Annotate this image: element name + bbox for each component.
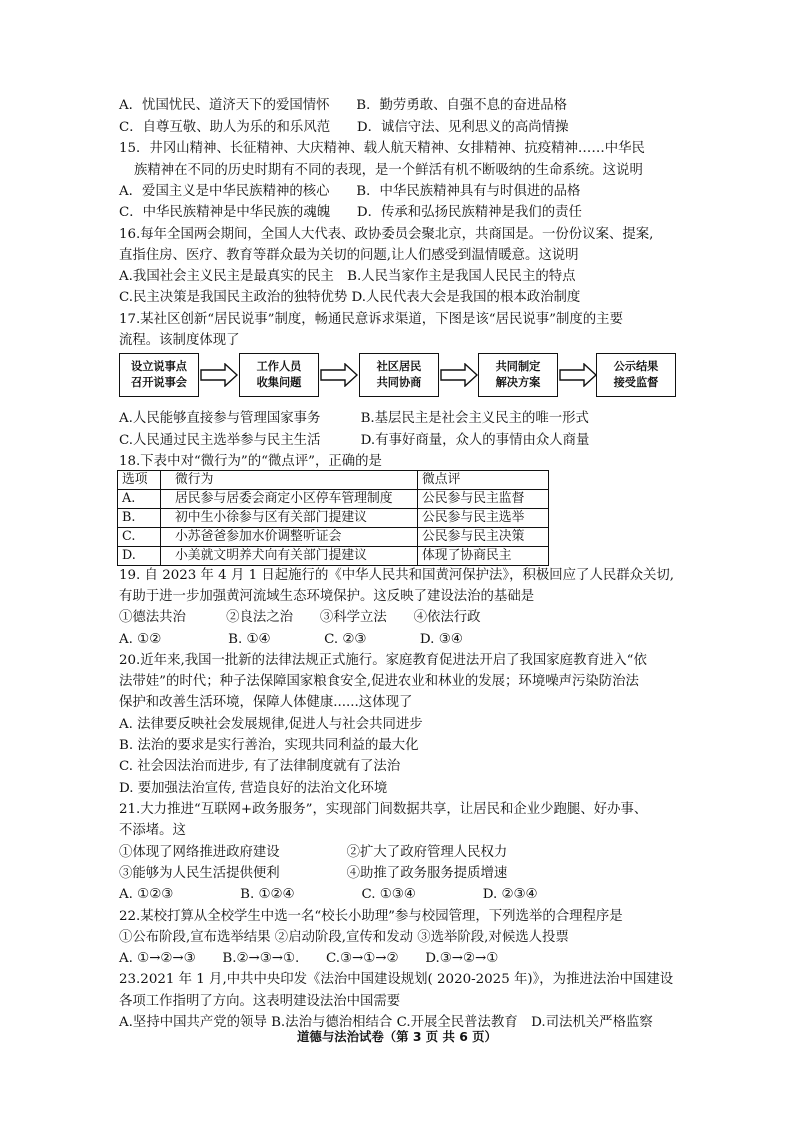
flowchart-step [359,353,439,397]
text-line: 保护和改善生活环境，保障人体健康......这体现了 [119,695,413,710]
text-line: ③能够为人民生活提供便利 ④助推了政务服务提质增速 [119,866,508,881]
text-line: ①体现了网络推进政府建设 ②扩大了政府管理人民权力 [119,845,508,860]
table-cell: 公民参与民主监督 [418,490,549,509]
flowchart-step-line: 工作人员 [256,359,302,373]
behavior-table [117,470,549,566]
table-header-cell: 微行为 [161,471,418,490]
table-header-row [118,471,549,490]
flowchart-step [478,353,558,397]
text-line: C. 社会因法治而进步, 有了法律制度就有了法治 [119,759,401,774]
table-row [118,547,549,566]
text-line: A.坚持中国共产党的领导 B.法治与德治相结合 C.开展全民普法教育 D.司法机关严格监察 [119,1015,653,1030]
flowchart-step [119,353,199,397]
table-cell: C. [118,528,161,547]
flowchart-step-line: 共同协商 [376,376,422,389]
text-line: C．中华民族精神是中华民族的魂魄 D．传承和弘扬民族精神是我们的责任 [119,205,582,220]
text-line: 不添堵。这 [119,823,186,838]
flowchart-step [596,353,676,397]
flowchart-step-line: 设立说事点 [131,359,187,373]
text-line: C.民主决策是我国民主政治的独特优势 D.人民代表大会是我国的根本政治制度 [119,290,581,305]
page-footer: 道德与法治试卷（第 3 页 共 6 页） [297,1029,497,1044]
table-cell: 体现了协商民主 [418,547,549,566]
text-line: 各项工作指明了方向。这表明建设法治中国需要 [119,994,401,1009]
flowchart-step-line: 社区居民 [376,359,422,373]
table-cell: 公民参与民主决策 [418,528,549,547]
table-cell: 公民参与民主选举 [418,509,549,528]
text-line: 21.大力推进“互联网+政务服务”，实现部门间数据共享，让居民和企业少跑腿、好办事、 [119,802,648,817]
text-line: 19. 自 2023 年 4 月 1 日起施行的《中华人民共和国黄河保护法》，积极回应了人民群众关切, [119,568,675,583]
text-line: A．忧国忧民、道济天下的爱国情怀 B．勤劳勇敢、自强不息的奋进品格 [119,98,568,113]
text-line: 族精神在不同的历史时期有不同的表现，是一个鲜活有机不断吸纳的生命系统。这说明 [134,163,643,178]
table-cell: A. [118,490,161,509]
text-line: D. 要加强法治宣传, 营造良好的法治文化环境 [119,781,388,796]
text-line: A.人民能够直接参与管理国家事务 B.基层民主是社会主义民主的唯一形式 [119,411,589,426]
flowchart-step-line: 收集问题 [256,376,302,389]
table-header-cell: 微点评 [418,471,549,490]
text-line: C.人民通过民主选举参与民主生活 D.有事好商量，众人的事情由众人商量 [119,433,590,448]
text-line: A. ①②③ B. ①②④ C. ①③④ D. ②③④ [119,887,538,902]
text-line: 16.每年全国两会期间，全国人大代表、政协委员会聚北京，共商国是。一份份议案、提案, [119,227,654,242]
text-line: 15．井冈山精神、长征精神、大庆精神、载人航天精神、女排精神、抗疫精神……中华民 [119,141,645,156]
flowchart-step-line: 公示结果 [613,359,659,373]
table-cell: 小美就文明养犬向有关部门提建议 [161,547,418,566]
text-line: A. ①② B. ①④ C. ②③ D. ③④ [119,632,463,647]
flow-arrow-icon [440,363,478,387]
text-line: ①德法共治 ②良法之治 ③科学立法 ④依法行政 [119,610,481,625]
text-line: C．自尊互敬、助人为乐的和乐风范 D．诚信守法、见利思义的高尚情操 [119,120,569,135]
text-line: 22.某校打算从全校学生中选一名“校长小助理”参与校园管理，下列选举的合理程序是 [119,909,623,924]
text-line: A. ①→②→③ B.②→③→①. C.③→①→② D.③→②→① [119,951,499,966]
text-line: ①公布阶段,宣布选举结果 ②启动阶段,宣传和发动 ③选举阶段,对候选人投票 [119,930,569,945]
table-row [118,509,549,528]
flow-arrow-icon [559,363,597,387]
text-line: 20.近年来,我国一批新的法律法规正式施行。家庭教育促进法开启了我国家庭教育进入“依 [119,653,647,668]
flowchart-step [239,353,319,397]
flow-arrow-icon [200,363,238,387]
text-line: 18.下表中对“微行为”的“微点评”，正确的是 [119,454,382,469]
text-line: A．爱国主义是中华民族精神的核心 B．中华民族精神具有与时俱进的品格 [119,184,581,199]
table-cell: B. [118,509,161,528]
flowchart-step-line: 解决方案 [495,376,541,389]
flowchart-step-line: 共同制定 [495,359,541,373]
flow-arrow-icon [320,363,358,387]
table-cell: D. [118,547,161,566]
text-line: 法带娃”的时代；种子法保障国家粮食安全,促进农业和林业的发展；环境噪声污染防治法 [119,674,639,689]
text-line: A. 法律要反映社会发展规律,促进人与社会共同进步 [119,717,423,732]
table-cell: 初中生小徐参与区有关部门提建议 [161,509,418,528]
flowchart-step-line: 接受监督 [613,376,659,389]
flowchart-step-line: 召开说事会 [131,376,187,389]
table-row [118,528,549,547]
table-cell: 居民参与居委会商定小区停车管理制度 [161,490,418,509]
text-line: 有助于进一步加强黄河流域生态环境保护。这反映了建设法治的基础是 [119,589,535,604]
table-header-cell: 选项 [118,471,161,490]
text-line: 直指住房、医疗、教育等群众最为关切的问题,让人们感受到温情暖意。这说明 [119,248,579,263]
text-line: 23.2021 年 1 月,中共中央印发《法治中国建设规划( 2020-2025 年)》，为推进法治中国建设 [119,972,674,987]
text-line: A.我国社会主义民主是最真实的民主 B.人民当家作主是我国人民民主的特点 [119,269,576,284]
text-line: B. 法治的要求是实行善治，实现共同利益的最大化 [119,738,419,753]
flowchart [119,353,677,400]
text-line: 流程。该制度体现了 [119,333,240,348]
text-line: 17.某社区创新“居民说事”制度，畅通民意诉求渠道，下图是该“居民说事”制度的主要 [119,312,623,327]
table-row [118,490,549,509]
table-cell: 小苏爸爸参加水价调整听证会 [161,528,418,547]
